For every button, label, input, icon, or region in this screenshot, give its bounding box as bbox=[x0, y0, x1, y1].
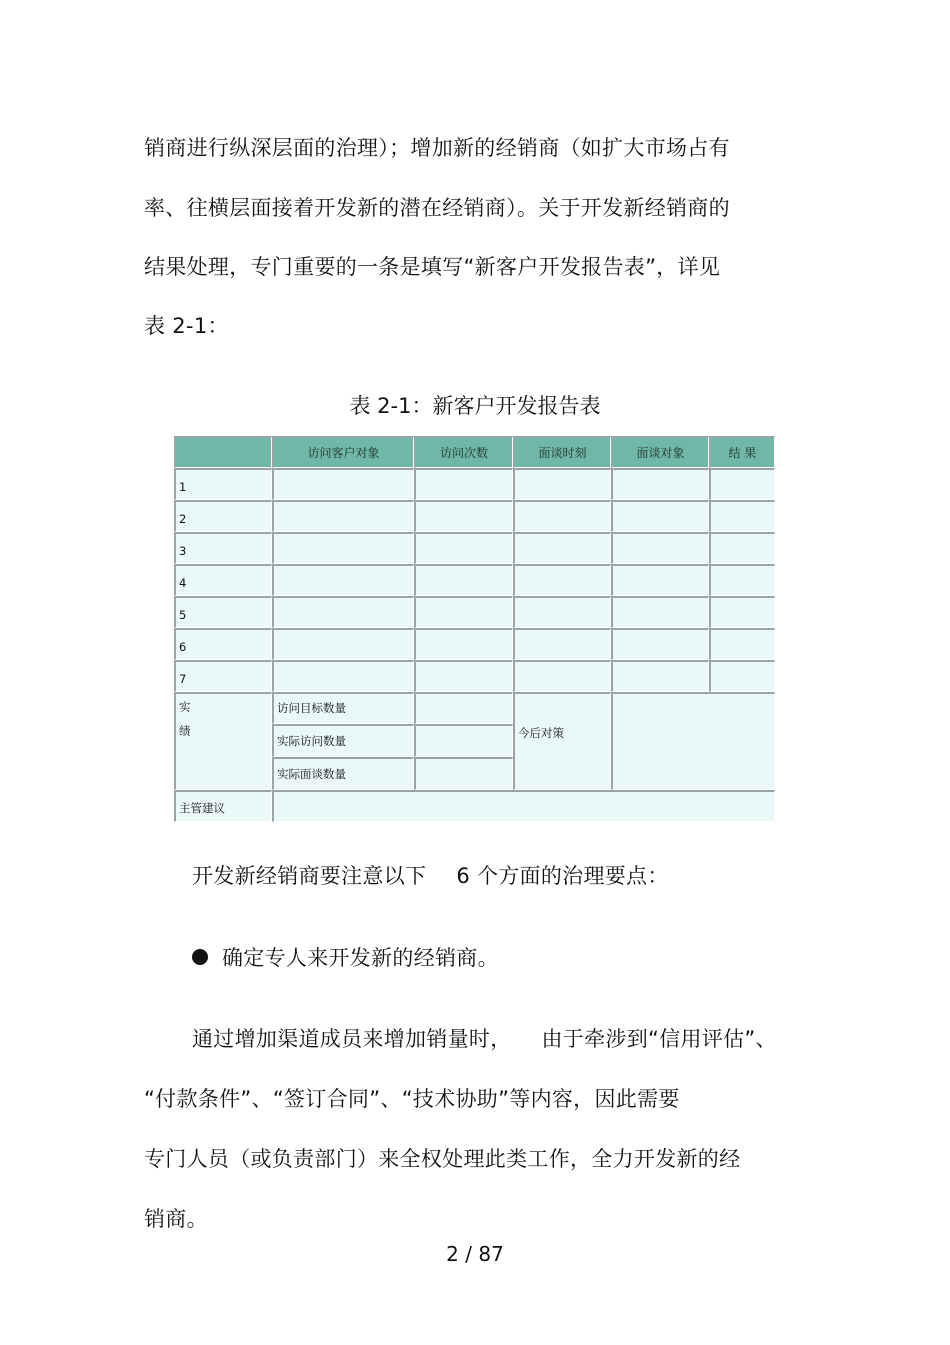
table-cell bbox=[272, 660, 414, 692]
table-cell bbox=[414, 468, 513, 500]
table-cell bbox=[709, 660, 775, 692]
text-segment: 由于牵涉到“信用评估”、 bbox=[541, 1027, 777, 1051]
table-caption: 表 2-1：新客户开发报告表 bbox=[349, 394, 601, 418]
text-segment: 开发新经销商要注意以下 bbox=[192, 864, 427, 888]
bullet-icon bbox=[192, 949, 208, 965]
table-cell bbox=[414, 500, 513, 532]
body-text-line: 专门人员（或负责部门）来全权处理此类工作，全力开发新的经 bbox=[144, 1147, 741, 1171]
body-text-line: 率、往横层面接着开发新的潜在经销商）。关于开发新经销商的 bbox=[144, 196, 730, 220]
body-text-line: 表 2-1： bbox=[144, 314, 229, 338]
table-cell bbox=[513, 500, 611, 532]
table-header-cell: 结 果 bbox=[709, 436, 775, 468]
table-cell bbox=[611, 596, 709, 628]
metric-value-cell bbox=[414, 692, 513, 724]
future-strategy-label: 今后对策 bbox=[513, 692, 611, 790]
table-row-number: 3 bbox=[174, 532, 272, 564]
table-cell bbox=[414, 596, 513, 628]
table-cell bbox=[414, 564, 513, 596]
metric-label: 实际访问数量 bbox=[272, 724, 414, 757]
table-row-number: 5 bbox=[174, 596, 272, 628]
bullet-text: 确定专人来开发新的经销商。 bbox=[222, 946, 499, 970]
table-cell bbox=[709, 500, 775, 532]
achievement-label-char: 实 bbox=[179, 700, 191, 714]
table-cell bbox=[414, 532, 513, 564]
table-cell bbox=[709, 564, 775, 596]
table-cell bbox=[611, 468, 709, 500]
text-segment: 通过增加渠道成员来增加销量时， bbox=[192, 1027, 512, 1051]
table-row-number: 4 bbox=[174, 564, 272, 596]
body-text-line bbox=[192, 1025, 777, 1053]
body-text-line: 销商进行纵深层面的治理）；增加新的经销商（如扩大市场占有 bbox=[144, 136, 730, 160]
table-cell bbox=[272, 500, 414, 532]
table-cell bbox=[611, 532, 709, 564]
future-strategy-cell bbox=[611, 692, 775, 790]
table-header-cell bbox=[174, 436, 272, 468]
metric-label: 实际面谈数量 bbox=[272, 757, 414, 790]
table-cell bbox=[709, 468, 775, 500]
metric-value-cell bbox=[414, 724, 513, 757]
body-text-line: “付款条件”、“签订合同”、“技术协助”等内容，因此需要 bbox=[144, 1087, 680, 1111]
table-row-number: 6 bbox=[174, 628, 272, 660]
text-segment: 6 个方面的治理要点： bbox=[456, 864, 669, 888]
table-cell bbox=[272, 628, 414, 660]
body-text-line: 结果处理，专门重要的一条是填写“新客户开发报告表”，详见 bbox=[144, 255, 721, 279]
body-text-line bbox=[192, 862, 669, 890]
body-text-line: 销商。 bbox=[144, 1207, 208, 1231]
table-cell bbox=[709, 596, 775, 628]
table-cell bbox=[272, 596, 414, 628]
metric-value-cell bbox=[414, 757, 513, 790]
table-header-cell: 访问次数 bbox=[414, 436, 513, 468]
metric-label: 访问目标数量 bbox=[272, 692, 414, 724]
achievement-label-char: 绩 bbox=[179, 724, 191, 738]
table-row-number: 7 bbox=[174, 660, 272, 692]
table-cell bbox=[272, 532, 414, 564]
table-cell bbox=[513, 564, 611, 596]
report-table bbox=[174, 436, 775, 822]
table-cell bbox=[272, 468, 414, 500]
table-cell bbox=[611, 660, 709, 692]
table-cell bbox=[709, 628, 775, 660]
table-cell bbox=[513, 660, 611, 692]
table-cell bbox=[513, 628, 611, 660]
page-number: 2 / 87 bbox=[446, 1242, 504, 1266]
table-cell bbox=[414, 628, 513, 660]
table-cell bbox=[611, 500, 709, 532]
table-cell bbox=[414, 660, 513, 692]
table-row-number: 2 bbox=[174, 500, 272, 532]
table-cell bbox=[272, 564, 414, 596]
table-cell bbox=[513, 596, 611, 628]
manager-suggestion-label: 主管建议 bbox=[174, 790, 272, 822]
achievement-label-cell bbox=[174, 692, 272, 790]
table-cell bbox=[611, 564, 709, 596]
table-cell bbox=[709, 532, 775, 564]
table-cell bbox=[513, 532, 611, 564]
table-row-number: 1 bbox=[174, 468, 272, 500]
table-cell bbox=[611, 628, 709, 660]
table-header-cell: 面谈时刻 bbox=[513, 436, 611, 468]
table-header-cell: 访问客户对象 bbox=[272, 436, 414, 468]
table-header-cell: 面谈对象 bbox=[611, 436, 709, 468]
bullet-item bbox=[192, 944, 499, 972]
table-cell bbox=[513, 468, 611, 500]
manager-suggestion-cell bbox=[272, 790, 775, 822]
